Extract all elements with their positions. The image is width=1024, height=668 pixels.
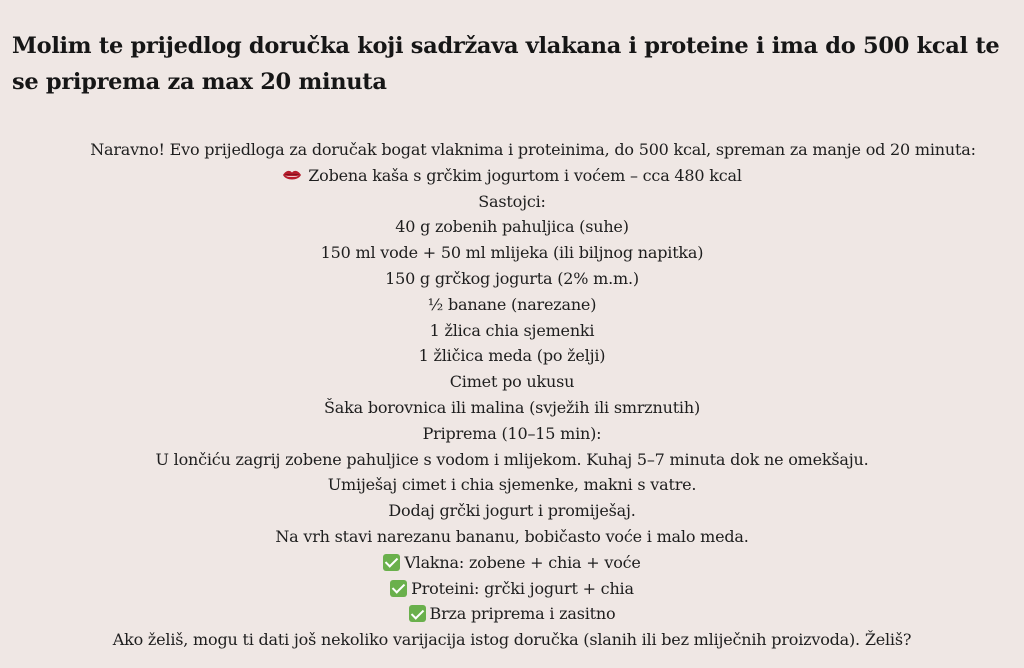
answer-closing: Ako želiš, mogu ti dati još nekoliko varijacija istog doručka (slanih ili bez mliječnih proizvoda). Želiš?: [112, 630, 912, 650]
highlight-text: Vlakna: zobene + chia + voće: [404, 552, 641, 572]
ingredient-item: Šaka borovnica ili malina (svježih ili smrznutih): [324, 397, 700, 417]
answer-body: [0, 137, 1024, 653]
recipe-title: [0, 163, 1024, 189]
ingredient-item: 150 g grčkog jogurta (2% m.m.): [385, 268, 639, 288]
ingredients-heading: Sastojci:: [478, 191, 546, 211]
question-heading: Molim te prijedlog doručka koji sadržava vlakana i proteine i ima do 500 kcal te se priprema za max 20 minuta: [12, 33, 1000, 95]
check-icon: [383, 554, 400, 571]
ingredient-item: Cimet po ukusu: [449, 372, 575, 392]
highlight-protein: [0, 576, 1024, 602]
preparation-step: Na vrh stavi narezanu bananu, bobičasto voće i malo meda.: [275, 526, 749, 546]
highlight-quick: [0, 601, 1024, 627]
ingredient-item: 1 žličica meda (po želji): [418, 346, 606, 366]
preparation-step: Umiješaj cimet i chia sjemenke, makni s vatre.: [327, 475, 697, 495]
preparation-step: U lončiću zagrij zobene pahuljice s vodom i mlijekom. Kuhaj 5–7 minuta dok ne omekšaju.: [155, 449, 869, 469]
highlight-text: Proteini: grčki jogurt + chia: [411, 578, 634, 598]
ingredient-item: 150 ml vode + 50 ml mlijeka (ili biljnog napitka): [320, 243, 704, 263]
check-icon: [409, 605, 426, 622]
answer-intro: Naravno! Evo prijedloga za doručak bogat vlaknima i proteinima, do 500 kcal, spreman za manje od 20 minuta:: [90, 140, 976, 159]
check-icon: [390, 580, 407, 597]
preparation-heading: Priprema (10–15 min):: [422, 423, 602, 443]
recipe-title-text: Zobena kaša s grčkim jogurtom i voćem – cca 480 kcal: [308, 165, 742, 185]
highlight-text: Brza priprema i zasitno: [429, 604, 616, 624]
preparation-step: Dodaj grčki jogurt i promiješaj.: [388, 501, 636, 521]
ingredient-item: 40 g zobenih pahuljica (suhe): [395, 217, 629, 237]
ingredient-item: ½ banane (narezane): [427, 294, 597, 314]
lips-icon: [282, 169, 302, 183]
ingredient-item: 1 žlica chia sjemenki: [429, 320, 595, 340]
highlight-fiber: [0, 550, 1024, 576]
